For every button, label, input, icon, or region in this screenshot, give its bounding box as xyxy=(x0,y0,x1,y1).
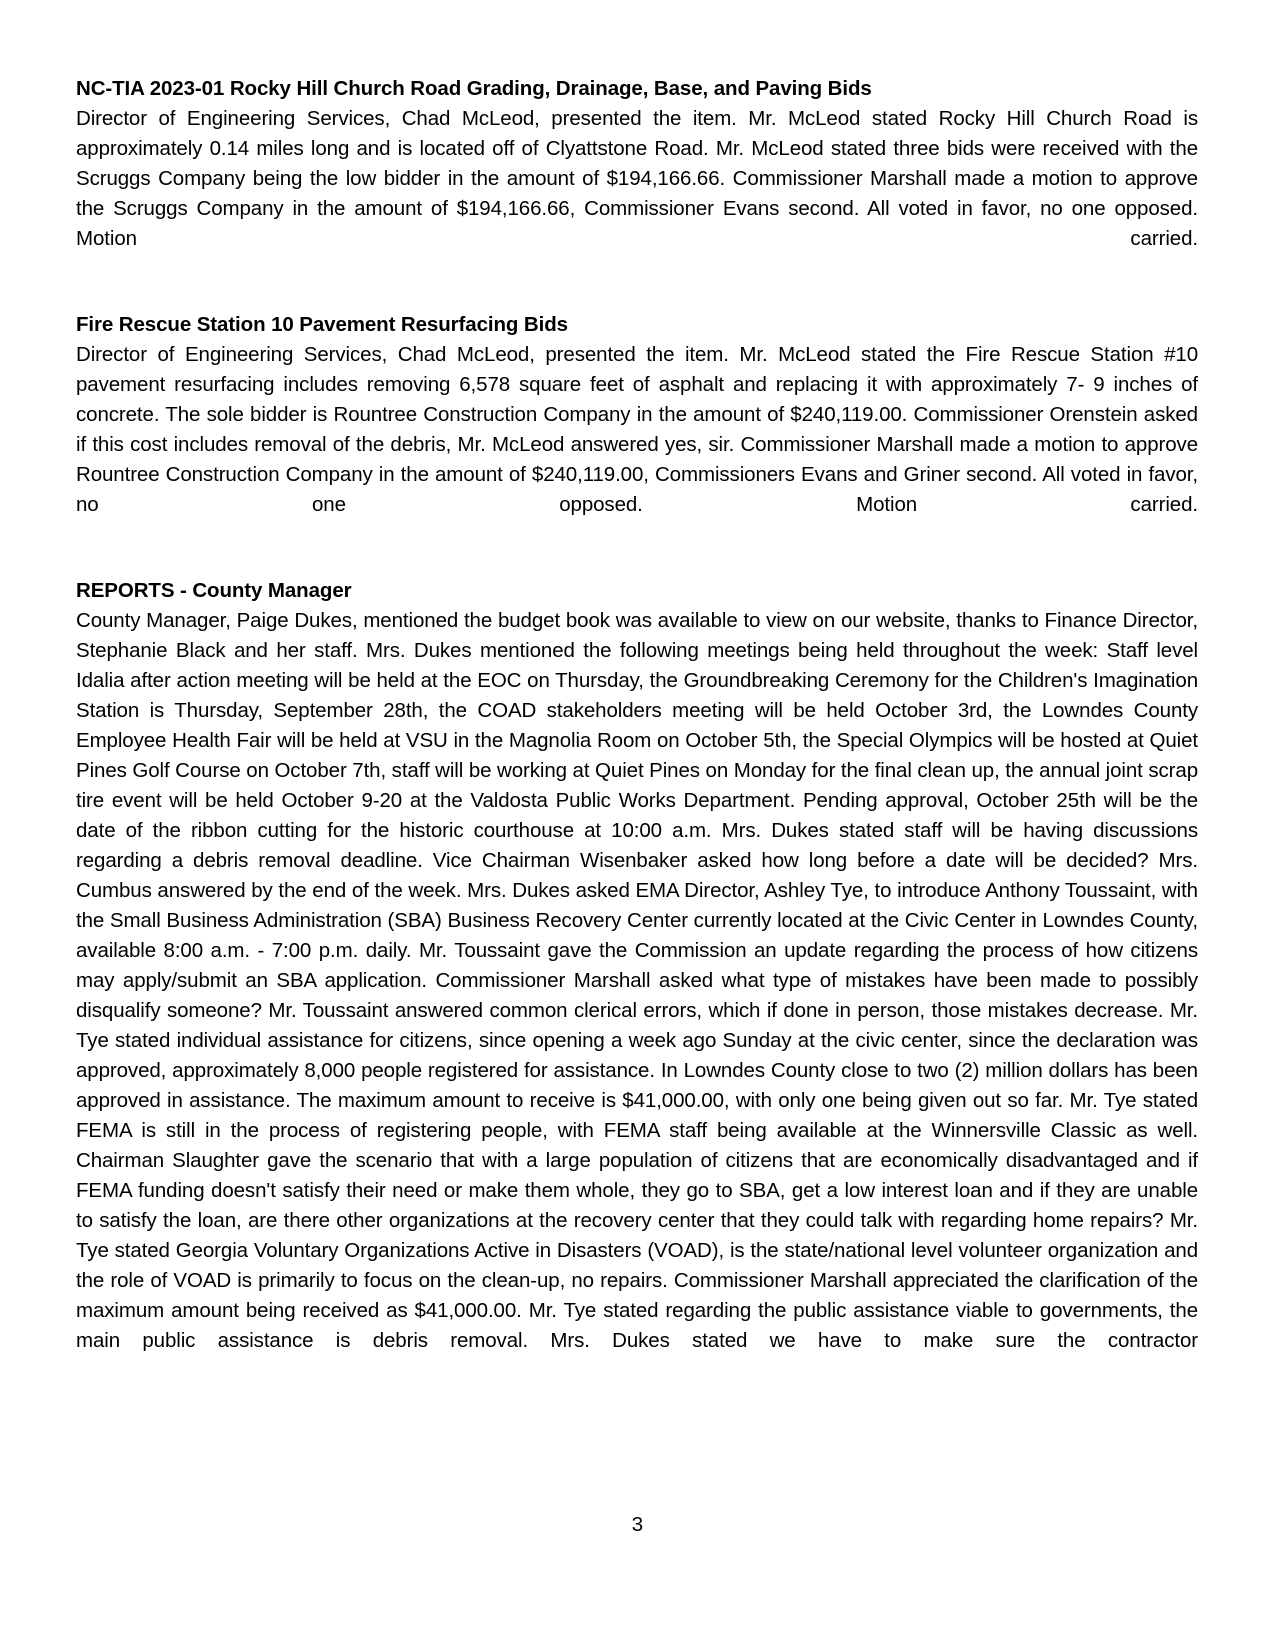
section-paragraph: Director of Engineering Services, Chad McLeod, presented the item. Mr. McLeod stated Rocky Hill Church Road is approximately 0.14 miles long and is located off of Clyattstone Road. Mr. McLeod stated three bids were received with the Scruggs Company being the low bidder in the amount of $194,166.66. Commissioner Marshall made a motion to approve the Scruggs Company in the amount of $194,166.66, Commissioner Evans second. All voted in favor, no one opposed. Motion carried. xyxy=(76,107,1198,250)
section-nc-tia-rocky-hill xyxy=(76,74,1198,284)
section-heading: NC-TIA 2023-01 Rocky Hill Church Road Grading, Drainage, Base, and Paving Bids xyxy=(76,77,872,100)
section-reports-county-manager xyxy=(76,576,1198,1386)
section-heading: Fire Rescue Station 10 Pavement Resurfacing Bids xyxy=(76,313,568,336)
document-body xyxy=(76,74,1198,1386)
page-number: 3 xyxy=(631,1513,644,1536)
section-heading: REPORTS - County Manager xyxy=(76,579,352,602)
section-paragraph: Director of Engineering Services, Chad McLeod, presented the item. Mr. McLeod stated the Fire Rescue Station #10 pavement resurfacing includes removing 6,578 square feet of asphalt and replacing it with approximately 7- 9 inches of concrete. The sole bidder is Rountree Construction Company in the amount of $240,119.00. Commissioner Orenstein asked if this cost includes removal of the debris, Mr. McLeod answered yes, sir. Commissioner Marshall made a motion to approve Rountree Construction Company in the amount of $240,119.00, Commissioners Evans and Griner second. All voted in favor, no one opposed. Motion carried. xyxy=(76,343,1198,516)
section-paragraph: County Manager, Paige Dukes, mentioned the budget book was available to view on our website, thanks to Finance Director, Stephanie Black and her staff. Mrs. Dukes mentioned the following meetings being held throughout the week: Staff level Idalia after action meeting will be held at the EOC on Thursday, the Groundbreaking Ceremony for the Children's Imagination Station is Thursday, September 28th, the COAD stakeholders meeting will be held October 3rd, the Lowndes County Employee Health Fair will be held at VSU in the Magnolia Room on October 5th, the Special Olympics will be hosted at Quiet Pines Golf Course on October 7th, staff will be working at Quiet Pines on Monday for the final clean up, the annual joint scrap tire event will be held October 9-20 at the Valdosta Public Works Department. Pending approval, October 25th will be the date of the ribbon cutting for the historic courthouse at 10:00 a.m. Mrs. Dukes stated staff will be having discussions regarding a debris removal deadline. Vice Chairman Wisenbaker asked how long before a date will be decided? Mrs. Cumbus answered by the end of the week. Mrs. Dukes asked EMA Director, Ashley Tye, to introduce Anthony Toussaint, with the Small Business Administration (SBA) Business Recovery Center currently located at the Civic Center in Lowndes County, available 8:00 a.m. - 7:00 p.m. daily. Mr. Toussaint gave the Commission an update regarding the process of how citizens may apply/submit an SBA application. Commissioner Marshall asked what type of mistakes have been made to possibly disqualify someone? Mr. Toussaint answered common clerical errors, which if done in person, those mistakes decrease. Mr. Tye stated individual assistance for citizens, since opening a week ago Sunday at the civic center, since the declaration was approved, approximately 8,000 people registered for assistance. In Lowndes County close to two (2) million dollars has been approved in assistance. The maximum amount to receive is $41,000.00, with only one being given out so far. Mr. Tye stated FEMA is still in the process of registering people, with FEMA staff being available at the Winnersville Classic as well. Chairman Slaughter gave the scenario that with a large population of citizens that are economically disadvantaged and if FEMA funding doesn't satisfy their need or make them whole, they go to SBA, get a low interest loan and if they are unable to satisfy the loan, are there other organizations at the recovery center that they could talk with regarding home repairs? Mr. Tye stated Georgia Voluntary Organizations Active in Disasters (VOAD), is the state/national level volunteer organization and the role of VOAD is primarily to focus on the clean-up, no repairs. Commissioner Marshall appreciated the clarification of the maximum amount being received as $41,000.00. Mr. Tye stated regarding the public assistance viable to governments, the main public assistance is debris removal. Mrs. Dukes stated we have to make sure the contractor xyxy=(76,609,1198,1352)
section-fire-rescue-station-10 xyxy=(76,310,1198,550)
